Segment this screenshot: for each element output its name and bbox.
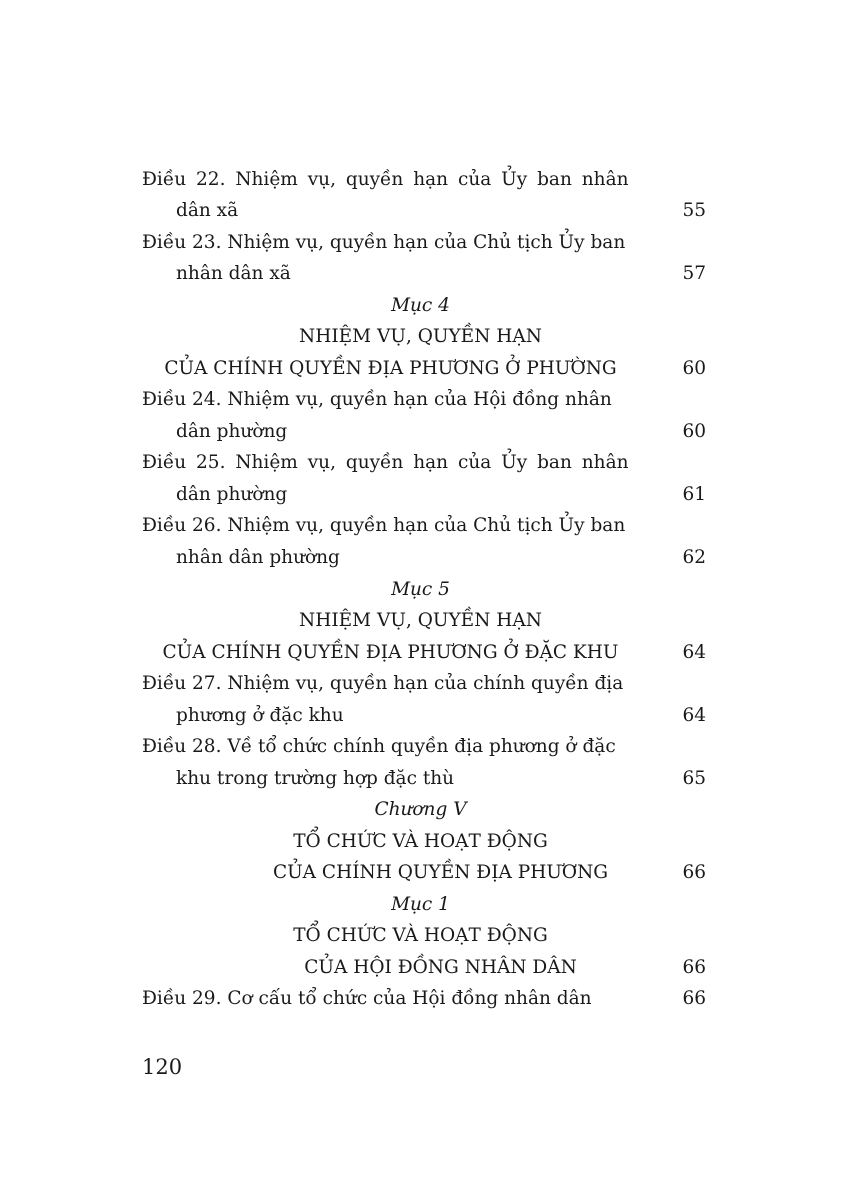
chapter-title-cont: CỦA CHÍNH QUYỀN ĐỊA PHƯƠNG (272, 862, 609, 883)
section-title-cont: CỦA CHÍNH QUYỀN ĐỊA PHƯƠNG Ở ĐẶC KHU (162, 642, 619, 663)
chapter-label-chuong-v (0, 794, 841, 825)
toc-entry-dieu-26-cont[interactable] (0, 542, 841, 573)
chapter-title: TỔ CHỨC VÀ HOẠT ĐỘNG (293, 831, 548, 852)
section-label-muc-1 (0, 889, 841, 920)
toc-page-number: 61 (682, 484, 706, 505)
section-label: Mục 1 (391, 894, 450, 915)
toc-entry-dieu-28[interactable] (0, 731, 841, 762)
toc-entry-title: Điều 29. Cơ cấu tổ chức của Hội đồng nhân dân (142, 988, 592, 1009)
toc-page-number: 60 (682, 421, 706, 442)
toc-entry-title: Điều 23. Nhiệm vụ, quyền hạn của Chủ tịch Ủy ban (142, 232, 626, 253)
toc-entry-title: Điều 28. Về tổ chức chính quyền địa phương ở đặc (142, 736, 616, 757)
toc-entry-dieu-24[interactable] (0, 384, 841, 415)
chapter-title-chuong-v-cont[interactable] (0, 857, 841, 888)
toc-entry-title: Điều 26. Nhiệm vụ, quyền hạn của Chủ tịch Ủy ban (142, 515, 626, 536)
toc-page-number: 60 (682, 358, 706, 379)
toc-entry-dieu-22[interactable] (0, 164, 841, 195)
chapter-title-chuong-v (0, 826, 841, 857)
toc-entry-dieu-24-cont[interactable] (0, 416, 841, 447)
section-label-muc-4 (0, 290, 841, 321)
toc-entry-dieu-25[interactable] (0, 447, 841, 478)
toc-page-number: 57 (682, 263, 706, 284)
toc-entry-title: Điều 24. Nhiệm vụ, quyền hạn của Hội đồng nhân (142, 389, 612, 410)
section-title-muc-1 (0, 920, 841, 951)
toc-entry-title-cont: dân phường (176, 421, 288, 442)
chapter-label: Chương V (374, 799, 467, 820)
toc-entry-dieu-23-cont[interactable] (0, 258, 841, 289)
section-title-muc-5-cont[interactable] (0, 637, 841, 668)
toc-entry-dieu-23[interactable] (0, 227, 841, 258)
toc-page-number: 66 (682, 957, 706, 978)
toc-entry-title-cont: phương ở đặc khu (176, 705, 344, 726)
toc-entry-dieu-26[interactable] (0, 510, 841, 541)
toc-entry-dieu-27-cont[interactable] (0, 700, 841, 731)
toc-page-number: 66 (682, 988, 706, 1009)
section-title: NHIỆM VỤ, QUYỀN HẠN (299, 610, 542, 631)
toc-page-number: 66 (682, 862, 706, 883)
section-title-muc-1-cont[interactable] (0, 952, 841, 983)
toc-page-number: 64 (682, 642, 706, 663)
section-label: Mục 5 (391, 579, 450, 600)
toc-entry-title-cont: khu trong trường hợp đặc thù (176, 768, 455, 789)
toc-entry-dieu-27[interactable] (0, 668, 841, 699)
toc-entry-title-cont: nhân dân phường (176, 547, 340, 568)
toc-entry-title: Điều 22. Nhiệm vụ, quyền hạn của Ủy ban nhân (142, 169, 629, 190)
toc-entry-dieu-28-cont[interactable] (0, 763, 841, 794)
toc-page-number: 55 (682, 200, 706, 221)
toc-page-number: 65 (682, 768, 706, 789)
toc-entry-dieu-25-cont[interactable] (0, 479, 841, 510)
toc-page-number: 64 (682, 705, 706, 726)
section-title-cont: CỦA CHÍNH QUYỀN ĐỊA PHƯƠNG Ở PHƯỜNG (164, 358, 617, 379)
page-number: 120 (142, 1055, 183, 1079)
section-title-cont: CỦA HỘI ĐỒNG NHÂN DÂN (304, 957, 577, 978)
toc-entry-title: Điều 27. Nhiệm vụ, quyền hạn của chính quyền địa (142, 673, 624, 694)
section-title: TỔ CHỨC VÀ HOẠT ĐỘNG (293, 925, 548, 946)
toc-entry-title-cont: dân xã (176, 200, 239, 221)
section-title-muc-4-cont[interactable] (0, 353, 841, 384)
section-title: NHIỆM VỤ, QUYỀN HẠN (299, 326, 542, 347)
section-title-muc-5 (0, 605, 841, 636)
toc-entry-title-cont: nhân dân xã (176, 263, 291, 284)
toc-entry-dieu-29[interactable] (0, 983, 841, 1014)
section-label-muc-5 (0, 574, 841, 605)
toc-entry-title: Điều 25. Nhiệm vụ, quyền hạn của Ủy ban nhân (142, 452, 629, 473)
section-label: Mục 4 (391, 295, 450, 316)
toc-entry-title-cont: dân phường (176, 484, 288, 505)
toc-page-number: 62 (682, 547, 706, 568)
section-title-muc-4 (0, 321, 841, 352)
toc-entry-dieu-22-cont[interactable] (0, 195, 841, 226)
